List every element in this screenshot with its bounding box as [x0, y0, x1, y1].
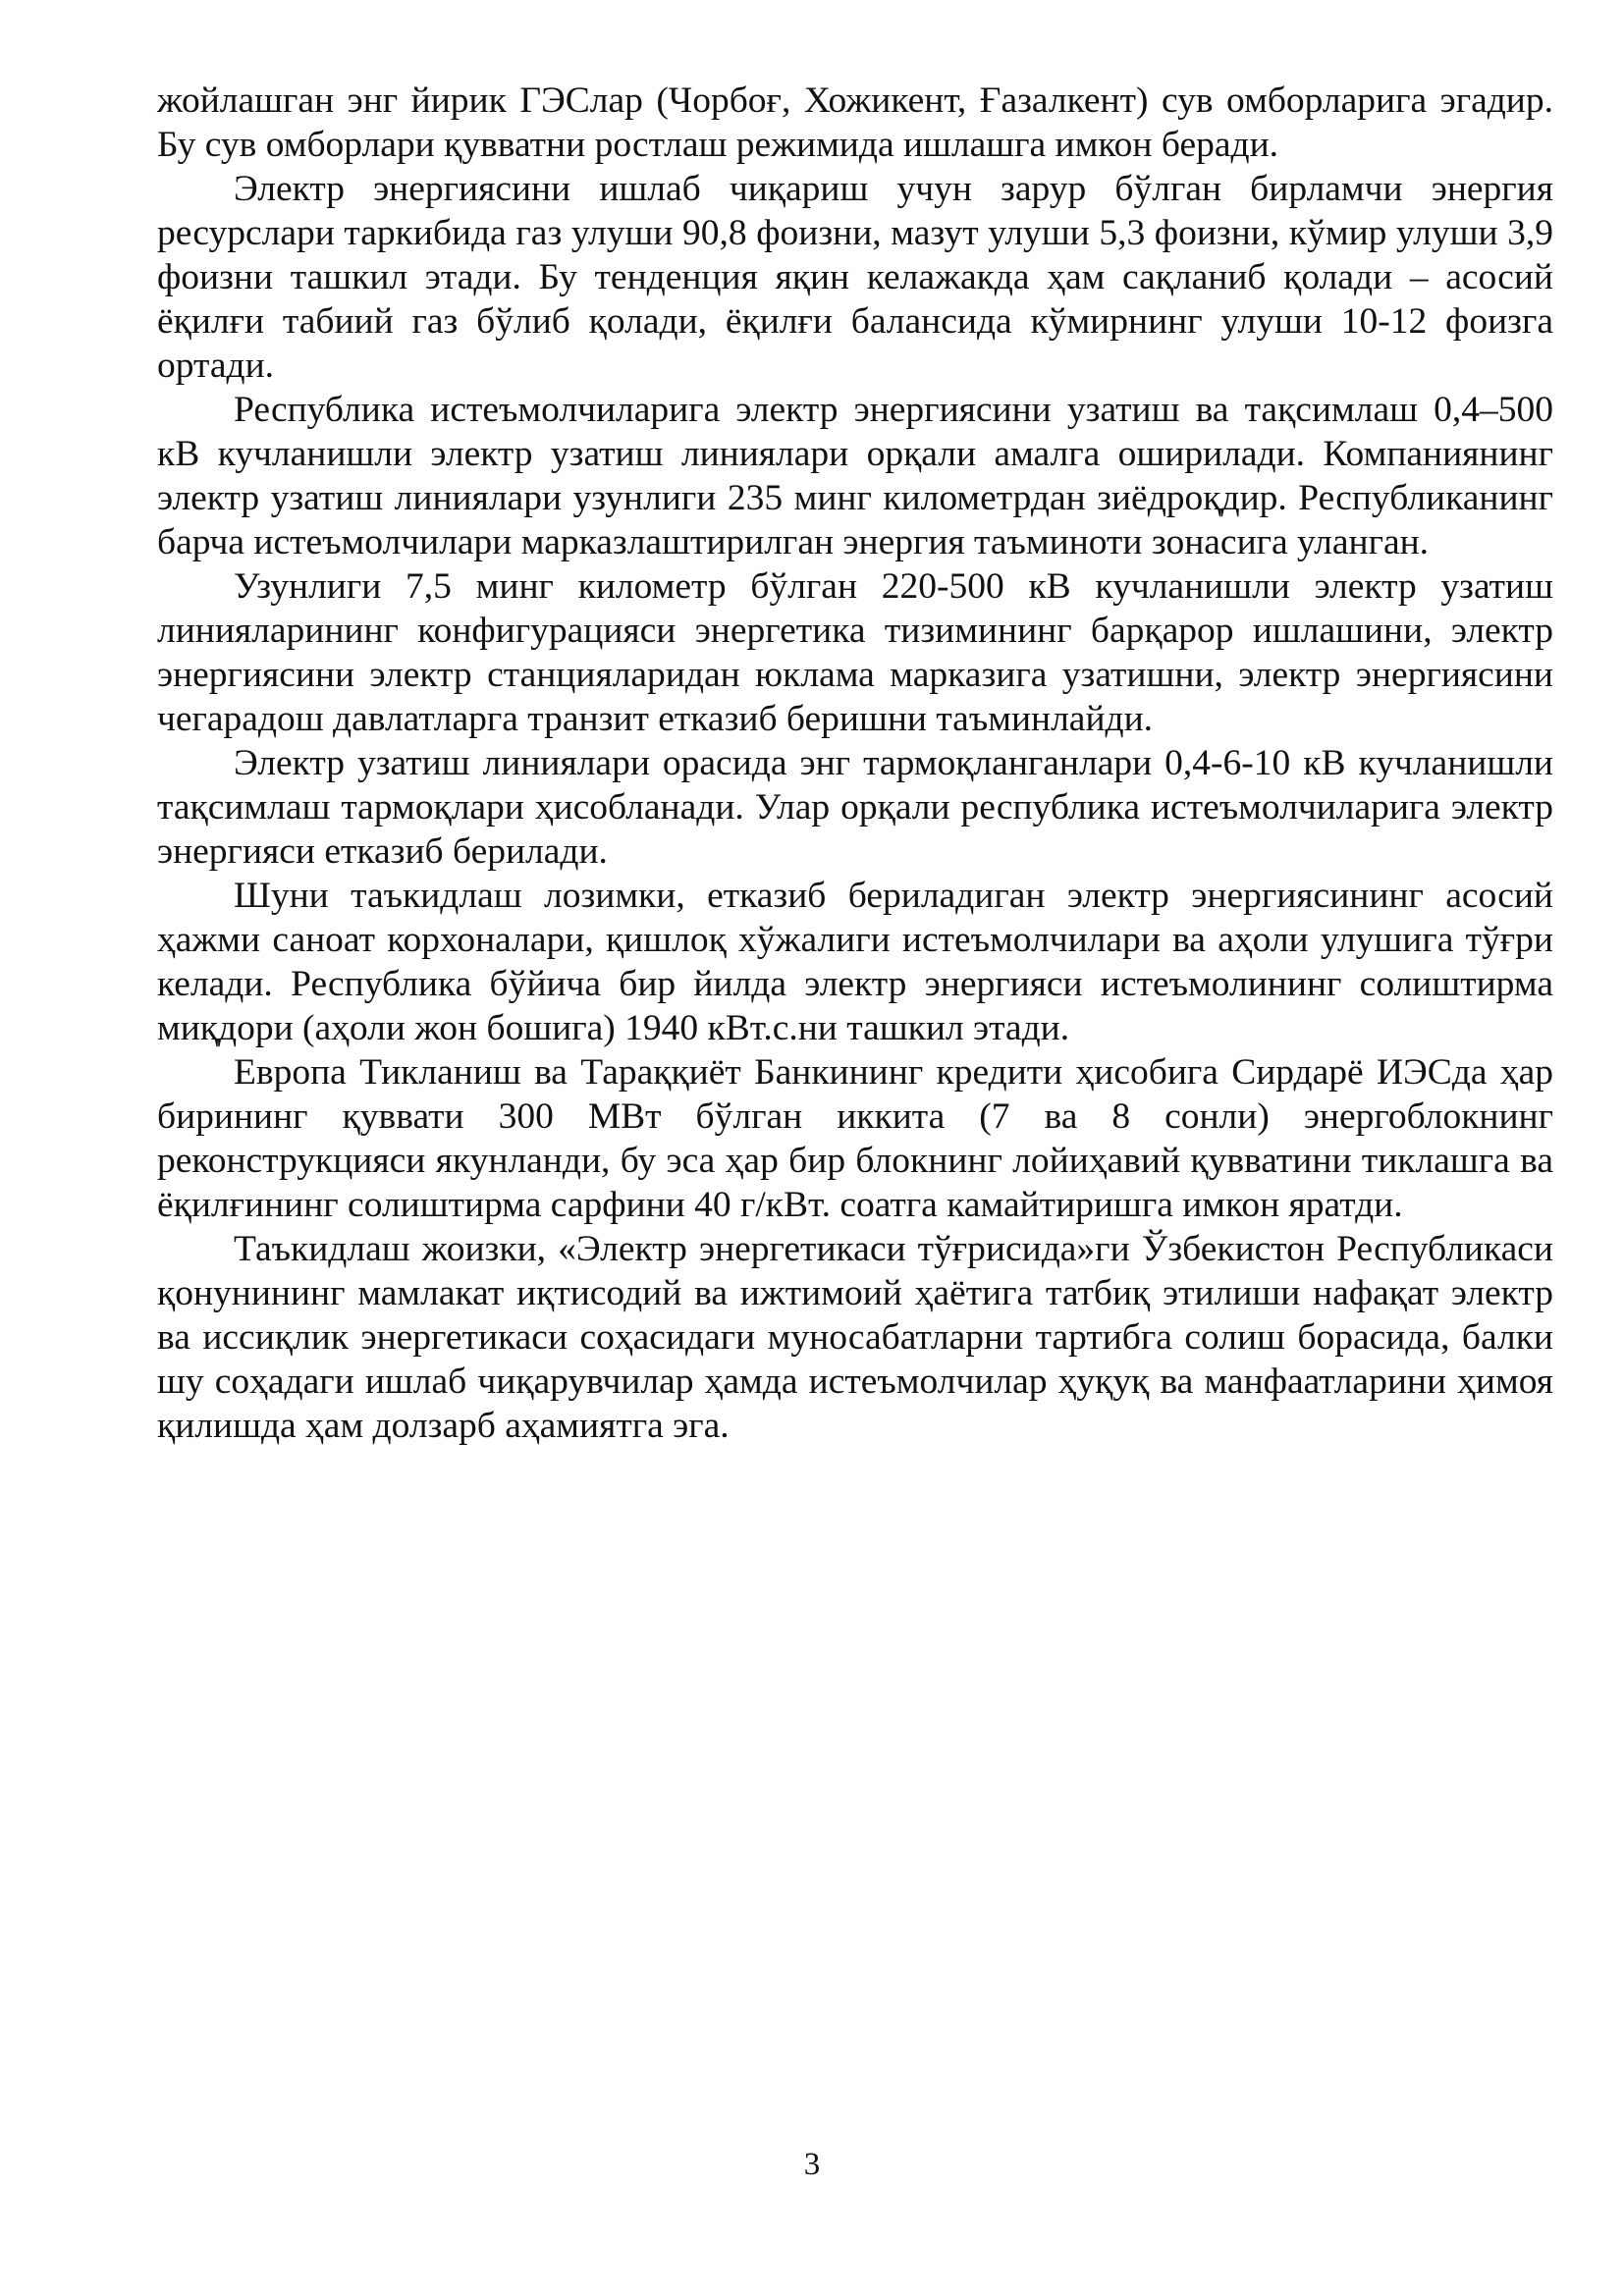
paragraph-distribution-networks: Электр узатиш линиялари орасида энг тармоқланганлари 0,4-6-10 кВ кучланишли тақсимлаш тармоқлари ҳисобланади. Улар орқали республика истеъмолчиларига электр энергияси етказиб берилади. [157, 743, 1553, 872]
paragraph-continuation: жойлашган энг йирик ГЭСлар (Чорбоғ, Хожикент, Ғазалкент) сув омборларига эгадир. Бу сув омборлари қувватни ростлаш режимида ишлашга имкон беради. [157, 80, 1553, 165]
body-text [157, 79, 1553, 1448]
paragraph-transmission-distribution: Республика истеъмолчиларига электр энергиясини узатиш ва тақсимлаш 0,4–500 кВ кучланишли электр узатиш линиялари орқали амалга оширилади. Компаниянинг электр узатиш линиялари узунлиги 235 минг километрдан зиёдроқдир. Республиканинг барча истеъмолчилари марказлаштирилган энергия таъминоти зонасига уланган. [157, 390, 1553, 562]
paragraph-energy-law: Таъкидлаш жоизки, «Электр энергетикаси тўғрисида»ги Ўзбекистон Республикаси қонунининг мамлакат иқтисодий ва ижтимоий ҳаётига татбиқ этилиши нафақат электр ва иссиқлик энергетикаси соҳасидаги муносабатларни тартибга солиш борасида, балки шу соҳадаги ишлаб чиқарувчилар ҳамда истеъмолчилар ҳуқуқ ва манфаатларини ҳимоя қилишда ҳам долзарб аҳамиятга эга. [157, 1229, 1553, 1446]
paragraph-consumption: Шуни таъкидлаш лозимки, етказиб бериладиган электр энергиясининг асосий ҳажми саноат корхоналари, қишлоқ хўжалиги истеъмолчилари ва аҳоли улушига тўғри келади. Республика бўйича бир йилда электр энергияси истеъмолининг солиштирма миқдори (аҳоли жон бошига) 1940 кВт.с.ни ташкил этади. [157, 876, 1553, 1048]
paragraph-ebrd-reconstruction: Европа Тикланиш ва Тараққиёт Банкининг кредити ҳисобига Сирдарё ИЭСда ҳар бирининг қуввати 300 МВт бўлган иккита (7 ва 8 сонли) энергоблокнинг реконструкцияси якунланди, бу эса ҳар бир блокнинг лойиҳавий қувватини тиклашга ва ёқилғининг солиштирма сарфини 40 г/кВт. соатга камайтиришга имкон яратди. [157, 1052, 1553, 1225]
paragraph-energy-resources: Электр энергиясини ишлаб чиқариш учун зарур бўлган бирламчи энергия ресурслари таркибида газ улуши 90,8 фоизни, мазут улуши 5,3 фоизни, кўмир улуши 3,9 фоизни ташкил этади. Бу тенденция яқин келажакда ҳам сақланиб қолади – асосий ёқилғи табиий газ бўлиб қолади, ёқилғи балансида кўмирнинг улуши 10-12 фоизга ортади. [157, 169, 1553, 386]
page-number: 3 [803, 2147, 821, 2182]
paragraph-high-voltage-lines: Узунлиги 7,5 минг километр бўлган 220-500 кВ кучланишли электр узатиш линияларининг конфигурацияси энергетика тизимининг барқарор ишлашини, электр энергиясини электр станцияларидан юклама марказига узатишни, электр энергиясини чегарадош давлатларга транзит етказиб беришни таъминлайди. [157, 566, 1553, 739]
